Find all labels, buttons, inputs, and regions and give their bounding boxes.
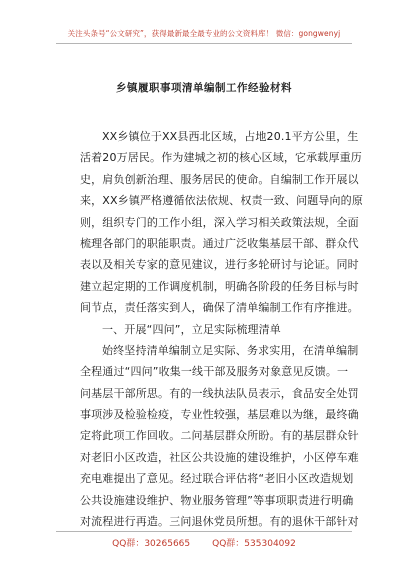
body-line: 活着20万居民。作为建城之初的核心区域，它承载厚重历 bbox=[80, 151, 362, 165]
document-title: 乡镇履职事项清单编制工作经验材料 bbox=[116, 82, 292, 94]
body-line: 来，XX乡镇严格遵循依法依规、权责一致、问题导向的原 bbox=[80, 194, 363, 208]
body-line: 充电难提出了意见。经过联合评估将“老旧小区改造规划 bbox=[80, 472, 354, 486]
header-banner: 关注头条号“公文研究”，获得最新最全最专业的公文资料库！ 微信：gongwenyj bbox=[67, 29, 341, 38]
body-line: 梳理各部门的职能职责。通过广泛收集基层干部、群众代 bbox=[80, 236, 359, 250]
header-divider bbox=[56, 43, 352, 44]
body-line: 全程通过“四问”收集一线干部及服务对象意见反馈。一 bbox=[80, 365, 349, 379]
footer bbox=[0, 536, 408, 549]
body-line: 对流程进行再造。三问退休党员所想。有的退休干部针对 bbox=[80, 515, 359, 529]
body-line: 对老旧小区改造，社区公共设施的建设维护，小区停车难 bbox=[80, 450, 359, 464]
body-line: 事项涉及检验检疫，专业性较强，基层难以为继，最终确 bbox=[80, 408, 359, 422]
footer-qq-group-2: QQ群：535304092 bbox=[212, 539, 296, 549]
footer-qq-group-1: QQ群：30265665 bbox=[112, 539, 191, 549]
body-line: 公共设施建设维护、物业服务管理”等事项职责进行明确 bbox=[80, 493, 354, 507]
body-line: 建立起定期的工作调度机制，明确各阶段的任务目标与时 bbox=[80, 279, 359, 293]
body-line: 始终坚持清单编制立足实际、务求实用，在清单编制 bbox=[102, 343, 359, 357]
body-line: 表以及相关专家的意见建议，进行多轮研讨与论证。同时 bbox=[80, 258, 359, 272]
body-line: 定将此项工作回收。二问基层群众所盼。有的基层群众针 bbox=[80, 429, 359, 443]
body-line: 则，组织专门的工作小组，深入学习相关政策法规，全面 bbox=[80, 215, 359, 229]
section-heading: 一、开展“四问”，立足实际梳理清单 bbox=[102, 322, 281, 336]
body-line: 间节点，责任落实到人，确保了清单编制工作有序推进。 bbox=[80, 301, 359, 315]
footer-divider bbox=[56, 531, 352, 532]
body-line: XX乡镇位于XX县西北区域，占地20.1平方公里，生 bbox=[102, 130, 359, 143]
document-body bbox=[80, 126, 363, 532]
body-line: 问基层干部所思。有的一线执法队员表示，食品安全处罚 bbox=[80, 386, 359, 400]
body-line: 史，肩负创新治理、服务居民的使命。自编制工作开展以 bbox=[80, 172, 359, 186]
